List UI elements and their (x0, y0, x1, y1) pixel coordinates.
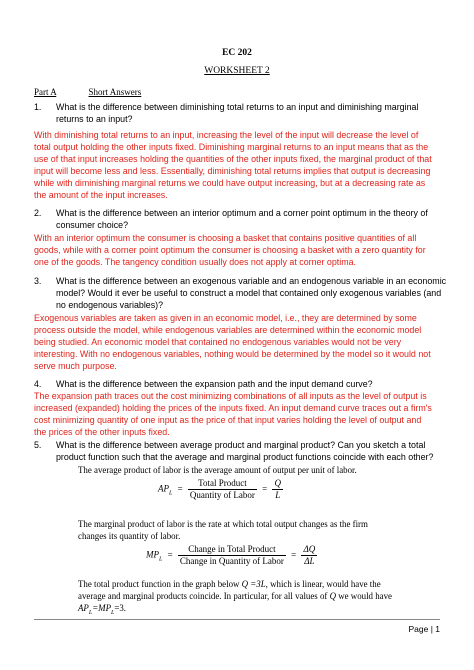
q4-answer-2: increased (expanded) holding the prices of the inputs fixed. An input demand curve traces out a firm's (34, 403, 432, 413)
q1-answer-2: total output holding the other inputs fixed. Diminishing marginal returns to an input means that as the (34, 142, 429, 152)
q3-line-1: What is the difference between an exogenous variable and an endogenous variable in an economic (56, 276, 447, 286)
q3-answer-4: interesting. With no endogenous variables, nothing would be determined by the model so it would not (34, 349, 431, 359)
final-line-2: average and marginal products coincide. In particular, for all values of Q we would have (78, 591, 392, 601)
q5-number: 5. (34, 440, 42, 450)
q2-answer-1: With an interior optimum the consumer is choosing a basket that contains positive quantities of all (34, 233, 417, 243)
mp-intro-1: The marginal product of labor is the rate at which total output changes as the firm (78, 519, 368, 529)
q1-line-1: What is the difference between diminishing total returns to an input and diminishing marginal (56, 102, 419, 112)
q4-answer-4: the prices of the other inputs fixed. (34, 427, 170, 437)
final-line-1: The total product function in the graph below Q =3L, which is linear, would have the (78, 579, 381, 589)
mp-intro-2: changes its quantity of labor. (78, 531, 181, 541)
worksheet-title: WORKSHEET 2 (204, 66, 270, 76)
q4-line-1: What is the difference between the expansion path and the input demand curve? (56, 379, 373, 389)
q1-number: 1. (34, 102, 42, 112)
final-line-3: $AP_L=MP_L=3$. (78, 603, 127, 616)
q1-answer-6: the amount of the input increases. (34, 190, 168, 200)
q1-answer-5: while with diminishing marginal returns we could have output increasing, but at a decreasing rate as (34, 178, 426, 188)
q1-line-2: returns to an input? (56, 114, 133, 124)
q3-number: 3. (34, 276, 42, 286)
q3-answer-1: Exogenous variables are taken as given in an economic model, i.e., they are determined by some (34, 313, 417, 323)
q3-line-2: model? Would it ever be useful to construct a model that contained only exogenous variables (and (56, 288, 442, 298)
q4-answer-3: cost minimizing quantity of one input as the price of that input varies holding the level of output and (34, 415, 422, 425)
q1-answer-3: use of that input increases holding the quantities of the other inputs fixed, the marginal product of that (34, 154, 432, 164)
page-number: Page | 1 (408, 624, 440, 634)
q2-answer-2: goods, while with a corner point optimum the consumer is choosing a basket with a zero quantity for (34, 245, 426, 255)
q3-answer-2: process outside the model, while endogenous variables are determined within the economic model (34, 325, 422, 335)
q2-answer-3: one of the goods. The tangency condition usually does not apply at corner optima. (34, 257, 357, 267)
ap-intro: The average product of labor is the average amount of output per unit of labor. (78, 465, 357, 475)
q5-line-1: What is the difference between average product and marginal product? Can you sketch a total (56, 440, 426, 450)
q2-line-2: consumer choice? (56, 220, 129, 230)
q5-line-2: product function such that the average and marginal product functions coincide with each other? (56, 452, 434, 462)
q1-answer-4: input will become less and less. Essentially, diminishing total returns implies that output is decreasing (34, 166, 431, 176)
q3-answer-3: being studied. An economic model that contained no endogenous variables would not be very (34, 337, 402, 347)
ap-equation: $AP_L$ = $\frac{\text{Total Product}}{\text{Quantity of Labor}}$ = $\frac{Q}{L}$ (158, 478, 281, 500)
part-heading: Part A Short Answers (34, 87, 142, 97)
q3-line-3: no endogenous variables)? (56, 300, 164, 310)
course-title: EC 202 (222, 48, 252, 58)
q4-number: 4. (34, 379, 42, 389)
footer-divider (34, 619, 440, 620)
q1-answer-1: With diminishing total returns to an input, increasing the level of the input will decrease the level of (34, 130, 419, 140)
q3-answer-5: serve much purpose. (34, 361, 117, 371)
q2-line-1: What is the difference between an interior optimum and a corner point optimum in the theory of (56, 208, 428, 218)
mp-equation: $MP_L$ = $\frac{\text{Change in Total Product}}{\text{Change in Quantity of Labor}}$ = $\frac{\Delta Q}{\Delta L}$ (146, 544, 316, 566)
q2-number: 2. (34, 208, 42, 218)
q4-answer-1: The expansion path traces out the cost minimizing combinations of all inputs as the level of output is (34, 391, 427, 401)
